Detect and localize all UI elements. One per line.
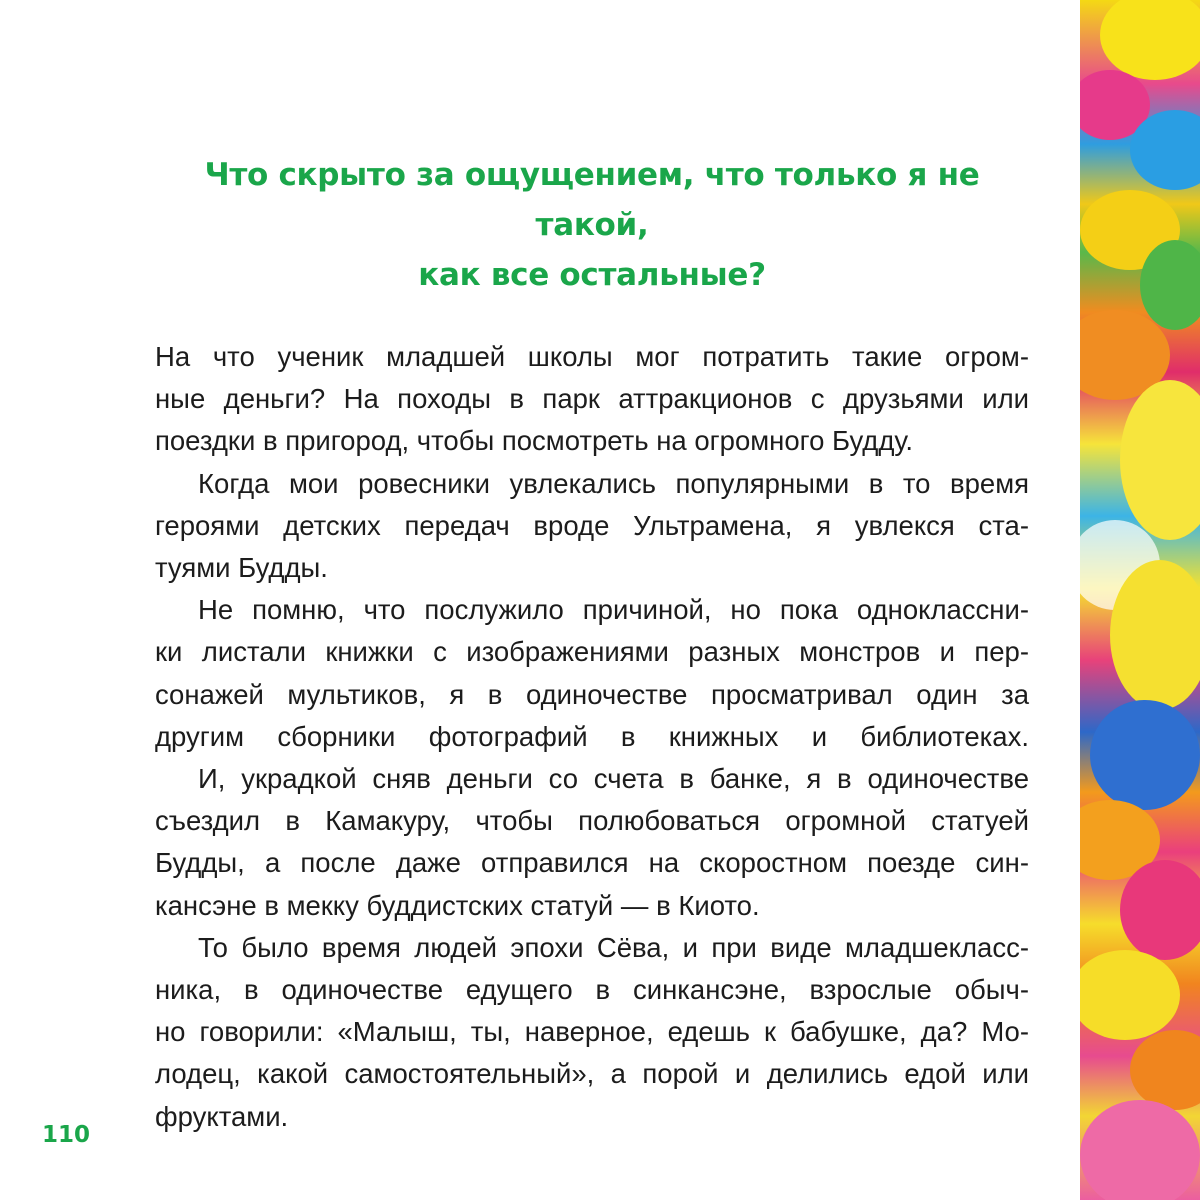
paragraph — [155, 927, 1029, 1138]
text-line: ные деньги? На походы в парк аттракционов с друзьями или — [155, 383, 1029, 415]
paragraph — [155, 463, 1029, 590]
decor-blob — [1120, 860, 1200, 960]
text-line: но говорили: «Малыш, ты, наверное, едешь к бабушке, да? Мо- — [155, 1016, 1029, 1048]
paragraph — [155, 589, 1029, 758]
text-line: съездил в Камакуру, чтобы полюбоваться огромной статуей — [155, 805, 1029, 837]
decor-blob — [1120, 380, 1200, 540]
page-number: 110 — [42, 1122, 91, 1148]
text-line: Не помню, что послужило причиной, но пока одноклассни- — [198, 594, 1029, 626]
paragraph — [155, 758, 1029, 927]
text-line: туями Будды. — [155, 552, 328, 584]
text-line: лодец, какой самостоятельный», а порой и делились едой или — [155, 1058, 1029, 1090]
text-line: героями детских передач вроде Ультрамена, я увлекся ста- — [155, 509, 1029, 541]
text-column — [155, 150, 1029, 1138]
text-line: Когда мои ровесники увлекались популярными в то время — [198, 467, 1029, 499]
decorative-photo-strip — [1080, 0, 1200, 1200]
paragraph — [155, 336, 1029, 463]
text-line: ника, в одиночестве едущего в синкансэне, взрослые обыч- — [155, 974, 1029, 1006]
text-line: ки листали книжки с изображениями разных монстров и пер- — [155, 636, 1029, 668]
decor-blob — [1100, 0, 1200, 80]
text-line: поездки в пригород, чтобы посмотреть на огромного Будду. — [155, 425, 914, 457]
text-line: кансэне в мекку буддистских статуй — в Киото. — [155, 889, 760, 921]
body-text — [155, 336, 1029, 1138]
chapter-heading — [155, 150, 1029, 300]
decor-blob — [1090, 700, 1200, 810]
heading-line: как все остальные? — [418, 257, 766, 293]
heading-line: Что скрыто за ощущением, что только я не такой, — [204, 157, 980, 243]
text-line: сонажей мультиков, я в одиночестве просматривал один за — [155, 678, 1029, 710]
text-line: То было время людей эпохи Сёва, и при виде младшекласс- — [198, 931, 1029, 963]
text-line: Будды, а после даже отправился на скоростном поезде син- — [155, 847, 1029, 879]
decor-blob — [1080, 1100, 1200, 1200]
text-line: На что ученик младшей школы мог потратить такие огром- — [155, 341, 1029, 372]
decor-blob — [1130, 1030, 1200, 1110]
decor-blob — [1110, 560, 1200, 710]
text-line: фруктами. — [155, 1100, 289, 1132]
text-line: И, украдкой сняв деньги со счета в банке, я в одиночестве — [198, 763, 1029, 795]
decor-blob — [1080, 950, 1180, 1040]
decor-blob — [1140, 240, 1200, 330]
text-line: другим сборники фотографий в книжных и библиотеках. — [155, 720, 1029, 752]
